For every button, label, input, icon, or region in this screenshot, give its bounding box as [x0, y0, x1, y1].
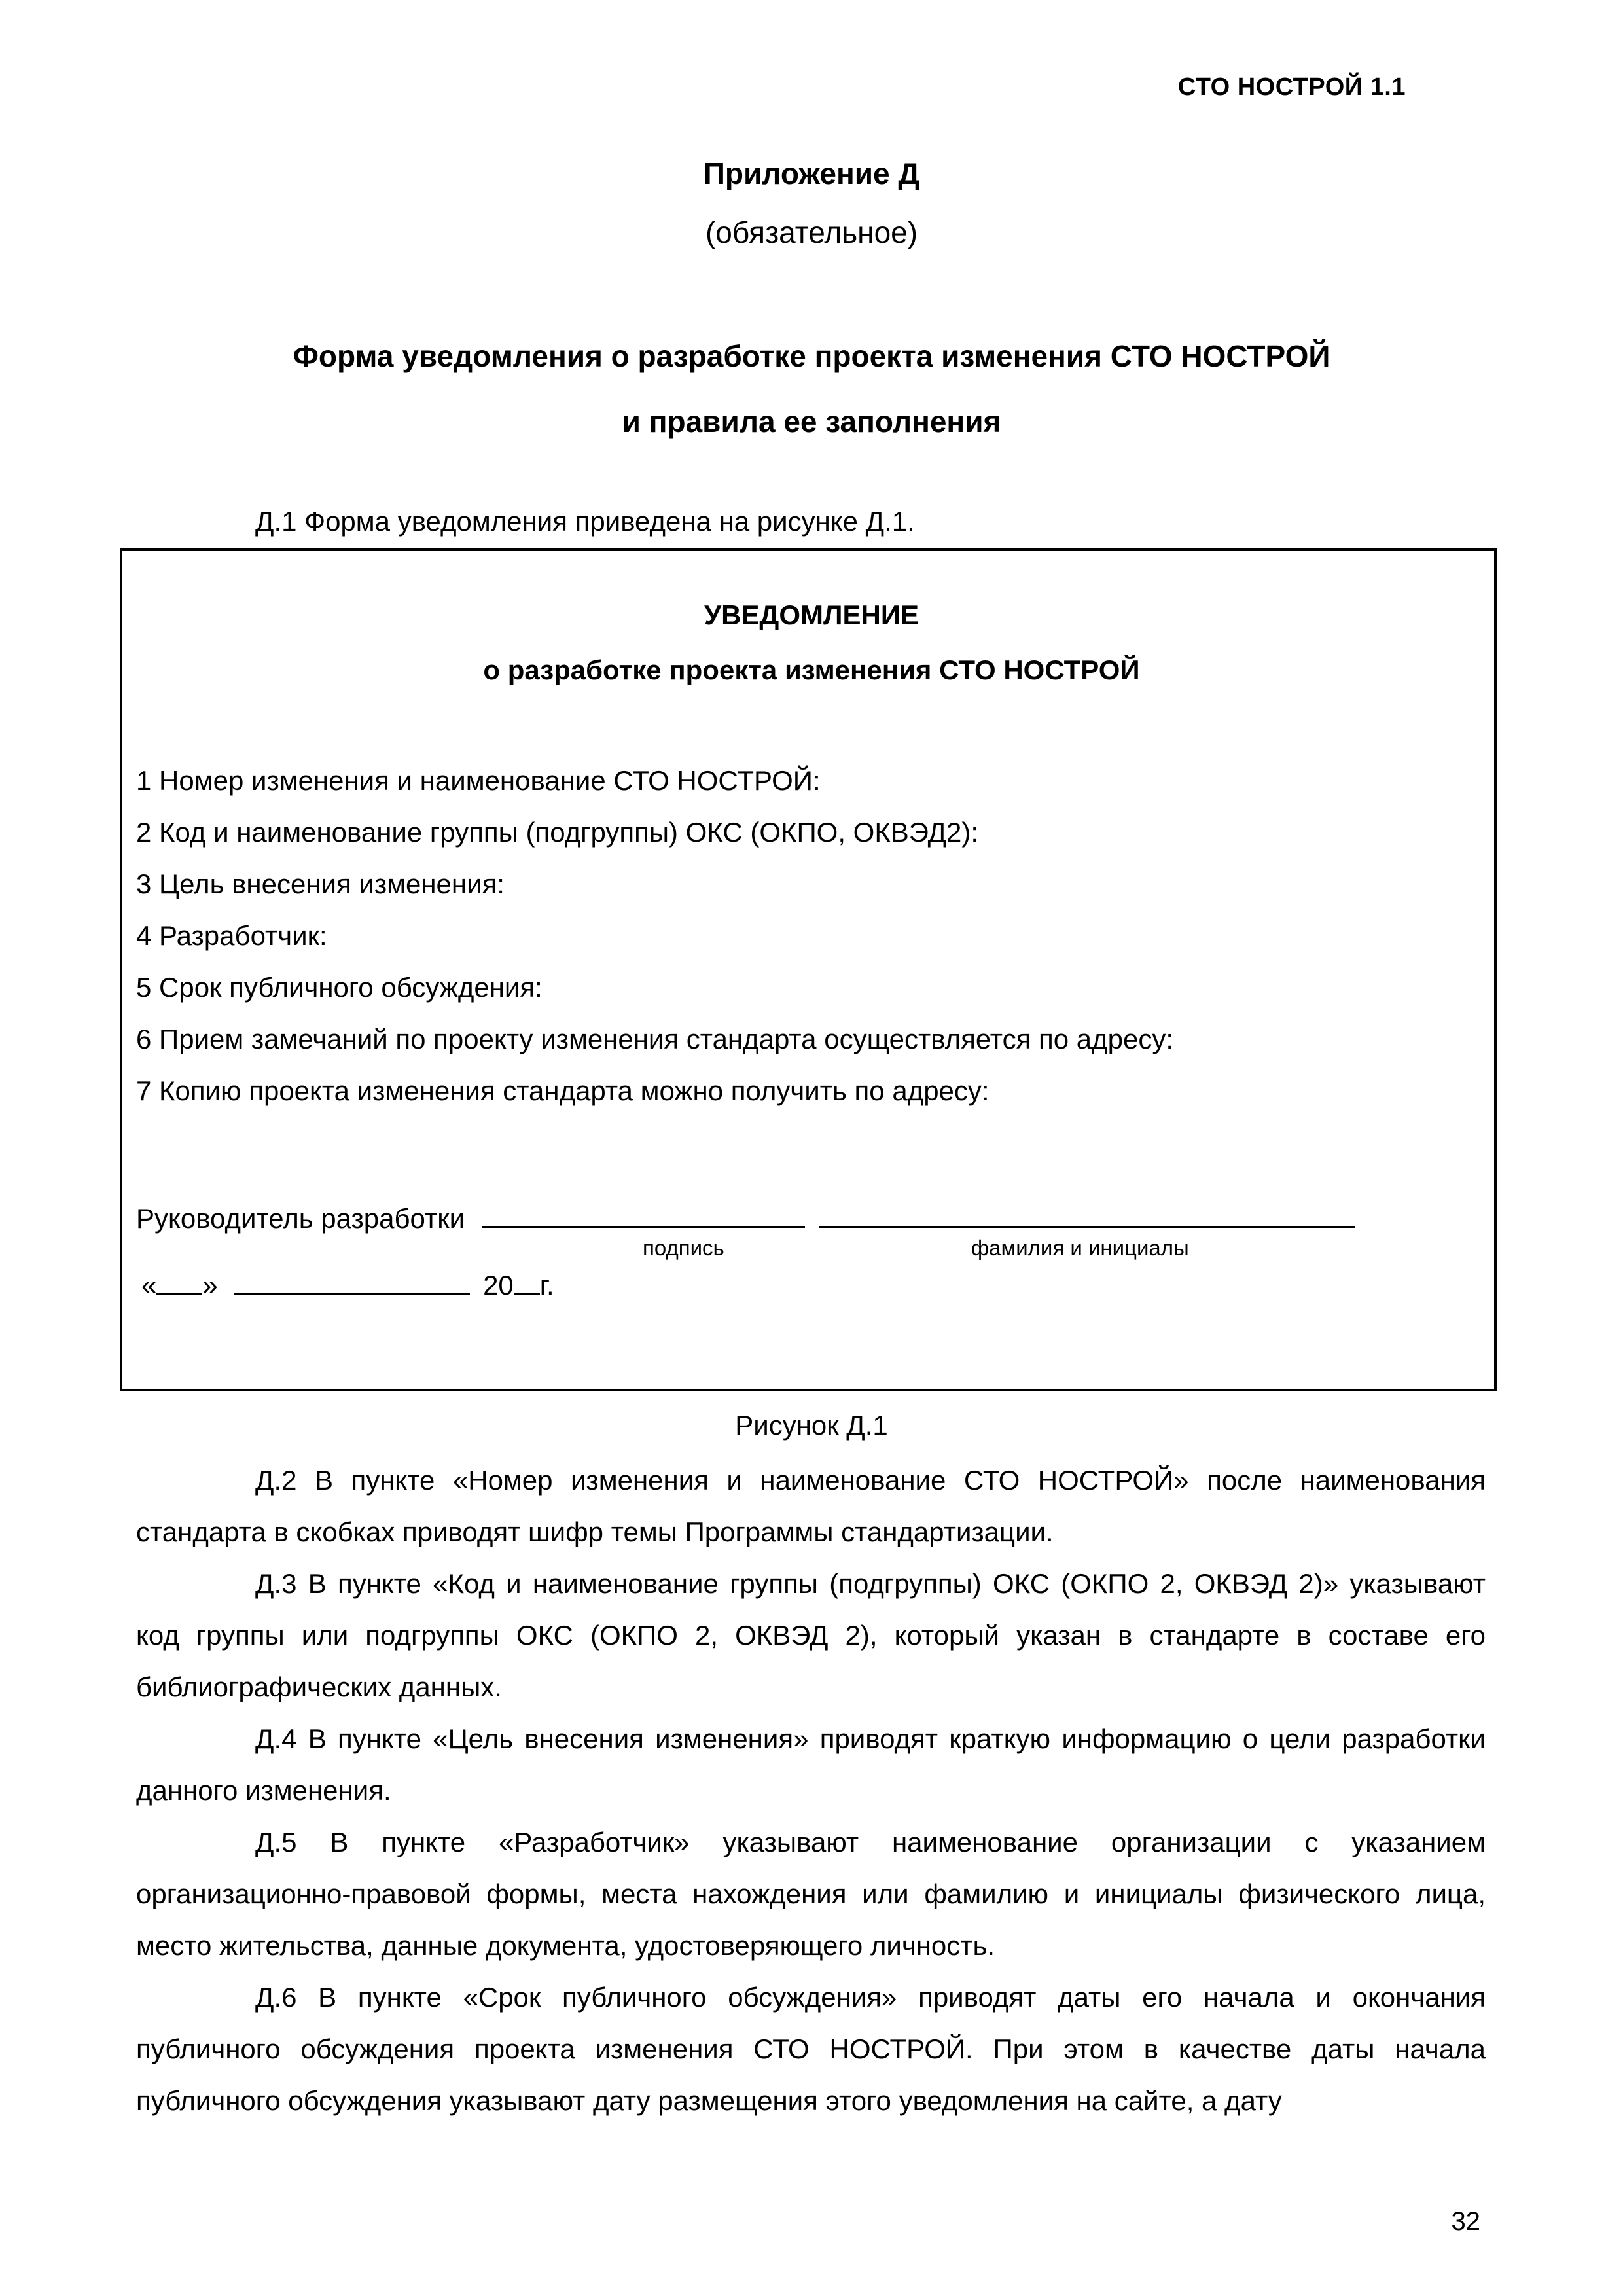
name-caption: фамилия и инициалы: [971, 1236, 1189, 1260]
notice-items-list: [136, 755, 1173, 1117]
signature-row: [136, 1200, 1355, 1234]
year-suffix: г.: [539, 1270, 554, 1300]
figure-caption: Рисунок Д.1: [735, 1410, 888, 1441]
notice-item: 3 Цель внесения изменения:: [136, 869, 505, 899]
page-number: 32: [1451, 2207, 1480, 2236]
body-text: [136, 1454, 1486, 2126]
notice-item: 6 Прием замечаний по проекту изменения стандарта осуществляется по адресу:: [136, 1024, 1174, 1054]
date-close-quote: »: [202, 1270, 218, 1300]
month-blank: [234, 1266, 470, 1295]
appendix-note: (обязательное): [705, 215, 918, 249]
intro-paragraph: Д.1 Форма уведомления приведена на рисунке Д.1.: [255, 506, 915, 537]
form-title-line-2: и правила ее заполнения: [622, 404, 1001, 439]
notice-item: 7 Копию проекта изменения стандарта можно получить по адресу:: [136, 1075, 990, 1106]
notice-title: УВЕДОМЛЕНИЕ: [704, 600, 919, 630]
signature-blank: [482, 1200, 805, 1228]
signature-label: Руководитель разработки: [136, 1203, 465, 1234]
name-blank: [819, 1200, 1355, 1228]
document-code-header: СТО НОСТРОЙ 1.1: [1177, 73, 1406, 101]
year-blank: [514, 1266, 540, 1295]
notice-subtitle: о разработке проекта изменения СТО НОСТРОЙ: [483, 655, 1140, 685]
signature-caption: подпись: [643, 1236, 724, 1260]
form-title: [0, 323, 1623, 454]
date-open-quote: «: [141, 1270, 157, 1300]
paragraph-d5: Д.5 В пункте «Разработчик» указывают наименование организации с указанием организационно-правовой формы, места нахождения или фамилию и инициалы физического лица, место жительства, данные документа, удостоверяющего личность.: [136, 1827, 1486, 1961]
notice-item: 4 Разработчик:: [136, 920, 327, 951]
paragraph-d6: Д.6 В пункте «Срок публичного обсуждения» приводят даты его начала и окончания публичного обсуждения проекта изменения СТО НОСТРОЙ. При этом в качестве даты начала публичного обсуждения указывают дату размещения этого уведомления на сайте, а дату: [136, 1982, 1486, 2116]
paragraph-d3: Д.3 В пункте «Код и наименование группы (подгруппы) ОКС (ОКПО 2, ОКВЭД 2)» указывают код группы или подгруппы ОКС (ОКПО 2, ОКВЭД 2), который указан в стандарте в составе его библиографических данных.: [136, 1568, 1486, 1702]
year-prefix: 20: [483, 1270, 514, 1300]
date-row: [141, 1266, 554, 1301]
paragraph-d4: Д.4 В пункте «Цель внесения изменения» приводят краткую информацию о цели разработки данного изменения.: [136, 1723, 1486, 1806]
form-title-line-1: Форма уведомления о разработке проекта изменения СТО НОСТРОЙ: [293, 339, 1330, 373]
notice-item: 1 Номер изменения и наименование СТО НОСТРОЙ:: [136, 765, 821, 796]
notice-item: 2 Код и наименование группы (подгруппы) ОКС (ОКПО, ОКВЭД2):: [136, 817, 979, 848]
notice-item: 5 Срок публичного обсуждения:: [136, 972, 543, 1003]
appendix-title: Приложение Д: [703, 156, 920, 190]
day-blank: [156, 1266, 202, 1295]
paragraph-d2: Д.2 В пункте «Номер изменения и наименование СТО НОСТРОЙ» после наименования стандарта в скобках приводят шифр темы Программы стандартизации.: [136, 1465, 1486, 1547]
